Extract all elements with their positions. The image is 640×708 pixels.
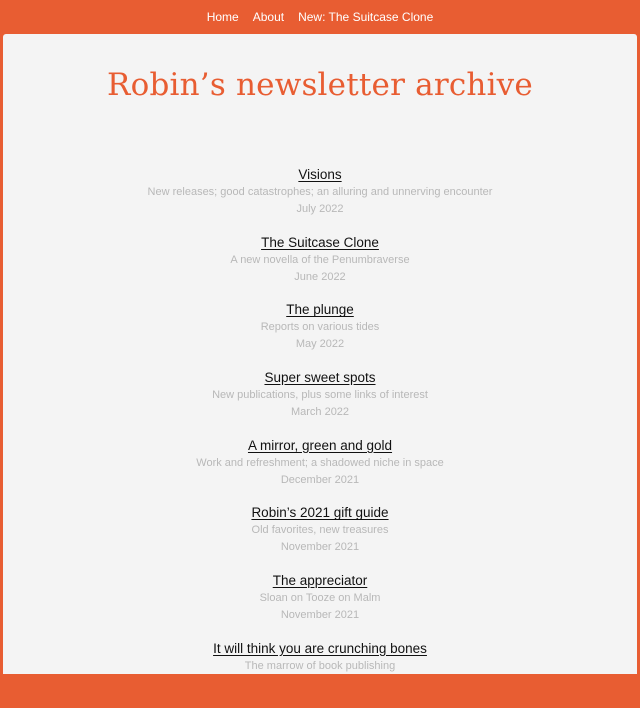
newsletter-entry-description: Old favorites, new treasures [251, 524, 389, 537]
newsletter-entry-link[interactable]: The plunge [286, 302, 354, 318]
newsletter-entry-date: June 2022 [294, 270, 346, 283]
newsletter-entry [3, 437, 637, 505]
top-navigation [0, 0, 640, 34]
nav-link-about[interactable]: About [252, 10, 285, 24]
newsletter-entry-link[interactable]: Robin’s 2021 gift guide [251, 505, 389, 521]
newsletter-entry-date: December 2021 [280, 473, 360, 486]
newsletter-entry-link[interactable]: A mirror, green and gold [247, 437, 393, 453]
newsletter-entry-link[interactable]: Visions [298, 167, 342, 182]
newsletter-entry [3, 234, 637, 302]
newsletter-entry-date: March 2022 [290, 406, 350, 419]
newsletter-entry [3, 640, 637, 708]
newsletter-entry-description: The marrow of book publishing [244, 659, 396, 672]
newsletter-entry [3, 504, 637, 572]
newsletter-entry-description: Sloan on Tooze on Malm [259, 592, 381, 605]
newsletter-entry-description: New publications, plus some links of interest [212, 389, 428, 402]
newsletter-entry-date: May 2022 [295, 338, 345, 351]
newsletter-entry-date: November 2021 [280, 609, 360, 622]
nav-link-new-suitcase-clone[interactable]: New: The Suitcase Clone [298, 10, 434, 24]
newsletter-entry-link[interactable]: Super sweet spots [264, 370, 376, 386]
newsletter-entry-link[interactable]: It will think you are crunching bones [213, 640, 427, 656]
newsletter-entry-date: July 2022 [296, 203, 344, 215]
newsletter-entry [3, 301, 637, 369]
newsletter-entry-link[interactable]: The appreciator [272, 573, 368, 589]
newsletter-entry-link[interactable]: The Suitcase Clone [261, 234, 379, 250]
newsletter-list [3, 166, 637, 708]
newsletter-entry-description: Reports on various tides [260, 321, 380, 334]
newsletter-entry [3, 572, 637, 640]
newsletter-entry-description: A new novella of the Penumbraverse [230, 253, 410, 266]
newsletter-entry [3, 166, 637, 234]
newsletter-entry-date: November 2021 [280, 541, 360, 554]
newsletter-entry-description: New releases; good catastrophes; an alluring and unnerving encounter [147, 186, 493, 198]
newsletter-entry-description: Work and refreshment; a shadowed niche in space [196, 456, 444, 469]
nav-link-home[interactable]: Home [206, 10, 239, 24]
archive-panel [3, 34, 637, 674]
newsletter-entry [3, 369, 637, 437]
page-title: Robin’s newsletter archive [107, 67, 533, 103]
